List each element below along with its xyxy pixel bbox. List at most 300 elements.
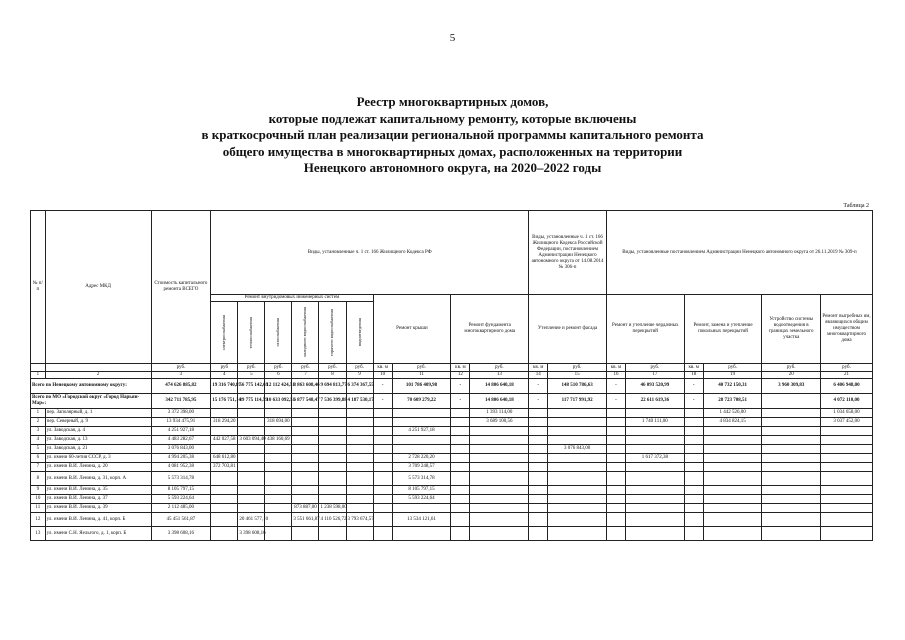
total-value: 14 806 640,18 [470,394,529,409]
row-cost: 13 934 475,91 [151,418,211,427]
row-value: 873 887,00 [292,504,319,513]
row-number: 10 [31,495,46,504]
row-value [548,495,607,504]
row-value [821,427,873,436]
row-value [684,463,703,472]
row-value [548,409,607,418]
row-address: ул. имени В.И. Ленина, д. 20 [45,463,151,472]
row-value: 4 834 824,15 [703,418,762,427]
header-group-zhk: Виды, установленные ч. 1 ст. 166 Жилищного Кодекса РФ [211,211,529,295]
row-number: 5 [31,445,46,454]
row-value [684,409,703,418]
total-value: 70 609 279,22 [392,394,451,409]
row-value [346,436,373,445]
row-value: 438 160,69 [265,436,292,445]
page-number: 5 [449,32,456,44]
row-value [451,495,470,504]
row-value [346,504,373,513]
table-row [31,463,873,472]
column-number: 16 [606,372,625,379]
table-row [31,504,873,513]
row-value [762,445,821,454]
row-number: 3 [31,427,46,436]
row-value [238,486,265,495]
row-address: пер. Северный, д. 9 [45,418,151,427]
total-value: - [606,394,625,409]
row-value [821,486,873,495]
row-value [470,495,529,504]
header-drainage: Устройство системы водоотведения в границах земельного участка [762,295,821,364]
row-value [703,454,762,463]
row-number: 7 [31,463,46,472]
row-value [211,486,238,495]
row-value [238,409,265,418]
column-number: 2 [45,372,151,379]
total-value: 6 374 367,55 [346,379,373,394]
total-value: 7 536 399,88 [319,394,346,409]
unit-cell: руб. [319,364,346,372]
row-address: ул. Заводская, д. 21 [45,445,151,454]
row-value [703,427,762,436]
row-value [684,495,703,504]
row-value [529,463,548,472]
row-value [319,472,346,486]
row-value [346,445,373,454]
total-value: 117 717 991,92 [548,394,607,409]
row-value [762,463,821,472]
row-value [703,513,762,527]
row-value [762,409,821,418]
registry-table [30,210,873,541]
row-value [529,504,548,513]
row-value [626,527,685,541]
row-value [211,513,238,527]
row-value [451,436,470,445]
row-value [265,445,292,454]
row-value [470,436,529,445]
row-value [346,527,373,541]
row-value [373,454,392,463]
row-value [392,409,451,418]
total-value: - [451,379,470,394]
header-gas: газоснабжения [275,318,281,347]
header-shafts: Ремонт выгребных ям, являющихся общим имуществом многоквартирного дома [821,295,873,364]
row-value [319,463,346,472]
row-value [292,527,319,541]
table-row [31,527,873,541]
row-value [451,504,470,513]
unit-cell: кв. м [529,364,548,372]
row-value [265,427,292,436]
column-number: 20 [762,372,821,379]
column-number: 10 [373,372,392,379]
row-number: 6 [31,454,46,463]
document-title [0,94,905,177]
row-value [684,427,703,436]
table-row [31,454,873,463]
row-value [392,504,451,513]
row-value [762,504,821,513]
row-value [373,504,392,513]
row-value [451,463,470,472]
row-value [548,472,607,486]
row-value [373,409,392,418]
row-value: 372 703,81 [211,463,238,472]
row-number: 4 [31,436,46,445]
row-value [392,445,451,454]
row-address: ул. имени В.И. Ленина, д. 41, корп. Б [45,513,151,527]
header-cold: холодного водоснабжения [302,307,308,358]
row-value [292,427,319,436]
row-cost: 3 076 843,00 [151,445,211,454]
header-group-zhk-part4: Виды, установленные ч. 1 ст. 166 Жилищного Кодекса Российской Федерации, постановлением Администрации Ненецкого автономного округа от 14.08.2014 № 306-п [529,211,607,295]
row-address: ул. имени В.И. Ленина, д. 37 [45,495,151,504]
row-value [548,427,607,436]
unit-cell: кв. м [373,364,392,372]
row-value [346,486,373,495]
row-value [762,472,821,486]
row-value: 4 251 927,18 [392,427,451,436]
unit-cell: руб. [626,364,685,372]
row-value [451,486,470,495]
row-value [548,486,607,495]
title-line: которые подлежат капитальному ремонту, которые включены [268,110,637,126]
row-value [821,445,873,454]
row-value [451,454,470,463]
row-value [684,418,703,427]
row-value [626,409,685,418]
row-value [606,454,625,463]
row-value [606,418,625,427]
row-value [211,409,238,418]
row-value [470,527,529,541]
row-value [529,486,548,495]
row-value [606,486,625,495]
row-value: 3 603 094,40 [238,436,265,445]
row-value [684,472,703,486]
total-value: 8 863 608,46 [292,379,319,394]
table-row [31,472,873,486]
row-value [211,445,238,454]
column-number: 12 [451,372,470,379]
row-value [762,495,821,504]
unit-cell: руб. [470,364,529,372]
column-number: 6 [265,372,292,379]
row-value [392,527,451,541]
row-value [211,472,238,486]
table-row [31,486,873,495]
row-value [606,504,625,513]
row-value [373,472,392,486]
row-value [626,445,685,454]
total-value: - [684,379,703,394]
row-value [626,427,685,436]
table-row [31,445,873,454]
header-cost: Стоимость капитального ремонта ВСЕГО [151,211,211,364]
row-value [238,463,265,472]
total-value: 40 732 150,31 [703,379,762,394]
row-value [470,486,529,495]
row-value [292,463,319,472]
row-value [265,486,292,495]
unit-cell: руб. [265,364,292,372]
unit-cell: руб. [548,364,607,372]
row-value [292,409,319,418]
row-value: 4 110 526,72 [319,513,346,527]
total-value: 101 786 409,98 [392,379,451,394]
row-value [292,486,319,495]
row-value [470,454,529,463]
unit-cell: кв. м [606,364,625,372]
row-address: ул. имени В.И. Ленина, д. 31, корп. А [45,472,151,486]
column-number: 13 [470,372,529,379]
row-value [626,436,685,445]
row-number: 9 [31,486,46,495]
row-value [451,409,470,418]
row-value [238,418,265,427]
total-value: - [606,379,625,394]
row-cost: 2 112 485,00 [151,504,211,513]
row-value [703,504,762,513]
total-value: 148 510 786,63 [548,379,607,394]
row-value [346,472,373,486]
row-value [373,445,392,454]
row-value: 1 393 114,00 [470,409,529,418]
header-heat: теплоснабжения [248,316,254,349]
total-value: - [373,379,392,394]
row-value [346,463,373,472]
row-number: 13 [31,527,46,541]
row-address: ул. Заводская, д. 13 [45,436,151,445]
row-value [238,504,265,513]
unit-cell: кв. м [451,364,470,372]
row-value [470,445,529,454]
row-cost: 45 451 561,87 [151,513,211,527]
row-value [451,418,470,427]
row-cost: 4 483 282,67 [151,436,211,445]
header-num: № п/п [31,211,46,364]
unit-cell: руб. [392,364,451,372]
column-number: 3 [151,372,211,379]
total-value: 39 775 114,59 [238,394,265,409]
row-value [373,527,392,541]
row-value: 13 534 121,61 [392,513,451,527]
row-value [548,436,607,445]
row-value [470,463,529,472]
column-number: 9 [346,372,373,379]
row-value [626,504,685,513]
row-value [346,427,373,436]
row-value [529,454,548,463]
row-value [211,427,238,436]
row-value [606,427,625,436]
column-number: 4 [211,372,238,379]
title-line: Реестр многоквартирных домов, [356,94,549,109]
row-value: 318 694,00 [265,418,292,427]
header-floors: Ремонт, замена и утепление покольных перекрытий [684,295,762,364]
row-value [684,445,703,454]
row-value [821,495,873,504]
total-value: 3 960 309,83 [762,379,821,394]
column-number: 5 [238,372,265,379]
total-value: 4 072 110,00 [821,394,873,409]
row-value: 3 398 608,16 [238,527,265,541]
row-address: ул. Заводская, д. 4 [45,427,151,436]
row-value: 1 238 598,00 [319,504,346,513]
column-number: 11 [392,372,451,379]
row-value [265,409,292,418]
row-value [529,427,548,436]
row-value [319,454,346,463]
total-value: - [529,379,548,394]
row-value: 3 709 248,57 [392,463,451,472]
row-value [265,472,292,486]
unit-cell: руб. [703,364,762,372]
row-number: 2 [31,418,46,427]
row-value: 2 728 220,20 [392,454,451,463]
row-value [703,463,762,472]
row-value [626,463,685,472]
row-value: 1 442 526,00 [703,409,762,418]
table-row [31,436,873,445]
row-value [292,454,319,463]
row-cost: 8 105 797,15 [151,486,211,495]
row-value [703,495,762,504]
row-value [684,504,703,513]
row-value [529,436,548,445]
title-line: Ненецкого автономного округа, на 2020–2022 годы [303,160,602,175]
row-value [684,513,703,527]
title-line: общего имущества в многоквартирных домах, расположенных на территории [222,143,683,159]
unit-cell: руб. [346,364,373,372]
row-value [626,513,685,527]
row-value [238,472,265,486]
row-value [373,486,392,495]
row-value [529,495,548,504]
row-cost: 4 994 205,38 [151,454,211,463]
total-value: 6 406 948,00 [821,379,873,394]
row-value [821,436,873,445]
total-row [31,394,873,409]
row-value [211,527,238,541]
row-address: ул. имени В.И. Ленина, д. 39 [45,504,151,513]
row-value: 1 740 111,00 [626,418,685,427]
row-value: 20 461 577,10 [238,513,265,527]
row-value [821,454,873,463]
row-value [292,495,319,504]
row-value: 648 612,80 [211,454,238,463]
table-row [31,513,873,527]
header-address: Адрес МКД [45,211,151,364]
row-value [684,454,703,463]
row-value [606,495,625,504]
unit-cell: руб. [821,364,873,372]
unit-cell: руб. [762,364,821,372]
row-value [762,427,821,436]
unit-cell: руб. [292,364,319,372]
total-value: - [373,394,392,409]
row-value [373,495,392,504]
row-value [238,454,265,463]
total-value: 19 316 740,87 [211,379,238,394]
row-value [529,409,548,418]
row-value [451,513,470,527]
column-number: 14 [529,372,548,379]
total-value: 56 775 142,69 [238,379,265,394]
row-value: 3 689 100,56 [470,418,529,427]
row-value [292,436,319,445]
row-value [373,463,392,472]
row-value [292,472,319,486]
row-value: 318 294,20 [211,418,238,427]
row-value: 3 076 843,00 [548,445,607,454]
row-value [703,486,762,495]
column-number: 1 [31,372,46,379]
row-value [319,436,346,445]
header-attic: Ремонт и утепление чердачных перекрытий [606,295,684,364]
total-value: 14 806 640,18 [470,379,529,394]
total-value: 9 694 813,77 [319,379,346,394]
row-value [606,445,625,454]
row-address: пер. Заполярный, д. 1 [45,409,151,418]
row-value [703,445,762,454]
row-cost: 4 251 927,18 [151,427,211,436]
row-value [548,513,607,527]
total-cost: 474 626 885,82 [151,379,211,394]
row-value [292,418,319,427]
title-line: в краткосрочный план реализации региональной программы капитального ремонта [201,127,704,142]
row-value [626,486,685,495]
column-number: 18 [684,372,703,379]
unit-cell: руб [211,364,238,372]
row-value [703,472,762,486]
row-number: 11 [31,504,46,513]
row-value: 1 034 658,00 [821,409,873,418]
unit-cell: руб. [151,364,211,372]
row-value [265,495,292,504]
total-value: 15 176 751,14 [211,394,238,409]
row-cost: 3 398 608,16 [151,527,211,541]
row-value [211,504,238,513]
table-label: Таблица 2 [843,203,869,209]
row-value [821,463,873,472]
row-value [346,495,373,504]
unit-cell: кв. м [684,364,703,372]
total-value: 12 112 424,51 [265,379,292,394]
row-value [548,463,607,472]
header-sewer: водоотведения [356,318,362,347]
row-cost: 5 573 314,78 [151,472,211,486]
header-electro: электроснабжения [221,314,227,351]
row-value: 3 793 674,57 [346,513,373,527]
row-value [821,513,873,527]
row-value [265,504,292,513]
row-value [529,513,548,527]
row-value [606,436,625,445]
row-number: 8 [31,472,46,486]
row-value [470,504,529,513]
total-value: 28 723 708,51 [703,394,762,409]
row-value: 442 027,58 [211,436,238,445]
row-value [238,445,265,454]
row-value [821,472,873,486]
row-value [265,463,292,472]
total-value: - [529,394,548,409]
total-value [762,394,821,409]
row-value [392,418,451,427]
row-number: 12 [31,513,46,527]
row-value [451,527,470,541]
